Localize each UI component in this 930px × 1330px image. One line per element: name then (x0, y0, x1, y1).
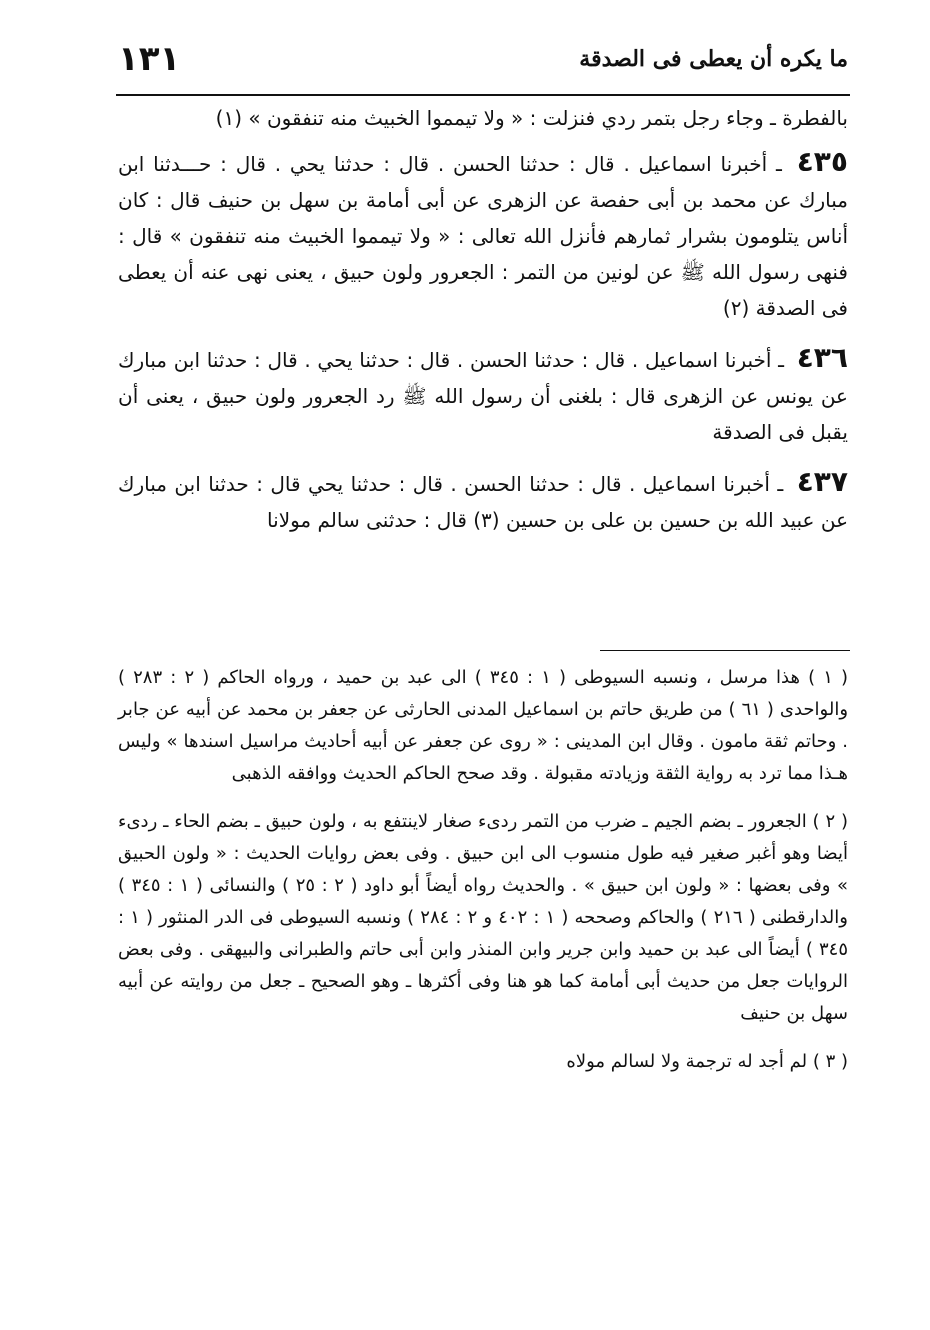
hadith-text: ـ أخبرنا اسماعيل . قال : حدثنا الحسن . قال : حدثنا يحي . قال : حـــدثنا ابن مبارك عن محمد بن أبى حفصة عن الزهرى عن أبى أمامة بن سهل بن حنيف قال : كان أناس يتلومون بشرار ثمارهم فأنزل الله تعالى : « ولا تيمموا الخبيث منه تنفقون » قال : فنهى رسول الله ﷺ عن لونين من التمر : الجعرور ولون حبيق ، يعنى نهى عنه أن يعطى فى الصدقة (٢) (118, 152, 848, 320)
hadith-435 (118, 144, 848, 326)
footnote-1: ( ١ ) هذا مرسل ، ونسبه السيوطى ( ١ : ٣٤٥ ) الى عبد بن حميد ، ورواه الحاكم ( ٢ : ٢٨٣ ) والواحدى ( ٦١ ) من طريق حاتم بن اسماعيل المدنى الحارثى عن جعفر بن محمد عن أبيه عن جابر . وحاتم ثقة مامون . وقال ابن المدينى : « روى عن جعفر عن أبيه أحاديث مراسيل اسندها » وليس هـذا مما ترد به رواية الثقة وزيادته مقبولة . وقد صحح الحاكم الحديث ووافقه الذهبى (118, 667, 849, 784)
hadith-number: ٤٣٧ (796, 465, 848, 498)
main-text (118, 100, 848, 552)
page-header (118, 28, 848, 90)
header-rule (116, 94, 850, 96)
hadith-436 (118, 340, 848, 450)
hadith-text: ـ أخبرنا اسماعيل . قال : حدثنا الحسن . قال : حدثنا يحي قال : حدثنا ابن مبارك عن عبيد الله بن حسين بن على بن حسين (٣) قال : حدثنى سالم مولانا (118, 472, 848, 532)
footnotes (118, 662, 848, 1094)
running-head: ما يكره أن يعطى فى الصدقة (579, 46, 848, 72)
continuation-paragraph: بالفطرة ـ وجاء رجل بتمر ردي فنزلت : « ولا تيمموا الخبيث منه تنفقون » (١) (215, 106, 848, 130)
page-number: ١٣١ (118, 39, 181, 79)
footnote-2: ( ٢ ) الجعرور ـ بضم الجيم ـ ضرب من التمر ردىء صغار لاينتفع به ، ولون حبيق ـ بضم الحاء ـ ردىء أيضا وهو أغبر صغير فيه طول منسوب الى ابن حبيق . وفى بعض روايات الحديث : « ولون الحبيق » وفى بعضها : « ولون ابن حبيق » . والحديث رواه أيضاً أبو داود ( ٢ : ٢٥ ) والنسائى ( ١ : ٣٤٥ ) والدارقطنى ( ٢١٦ ) والحاكم وصححه ( ١ : ٤٠٢ و ٢ : ٢٨٤ ) ونسبه السيوطى فى الدر المنثور ( ١ : ٣٤٥ ) أيضاً الى عبد بن حميد وابن جرير وابن المنذر وابن أبى حاتم والطبرانى والبيهقى . وفى بعض الروايات جعل من حديث أبى أمامة كما هو هنا وفى أكثرها ـ وهو الصحيح ـ جعل من روايته عن أبيه سهل بن حنيف (118, 811, 848, 1024)
hadith-437 (118, 464, 848, 538)
footnote-3: ( ٣ ) لم أجد له ترجمة ولا لسالم مولاه (566, 1051, 848, 1072)
hadith-number: ٤٣٥ (796, 145, 848, 178)
footnote-separator (600, 650, 850, 651)
hadith-number: ٤٣٦ (796, 341, 848, 374)
hadith-text: ـ أخبرنا اسماعيل . قال : حدثنا الحسن . قال : حدثنا يحي . قال : حدثنا ابن مبارك عن يونس عن الزهرى قال : بلغنى أن رسول الله ﷺ رد الجعرور ولون حبيق ، يعنى أن يقبل فى الصدقة (118, 348, 848, 444)
